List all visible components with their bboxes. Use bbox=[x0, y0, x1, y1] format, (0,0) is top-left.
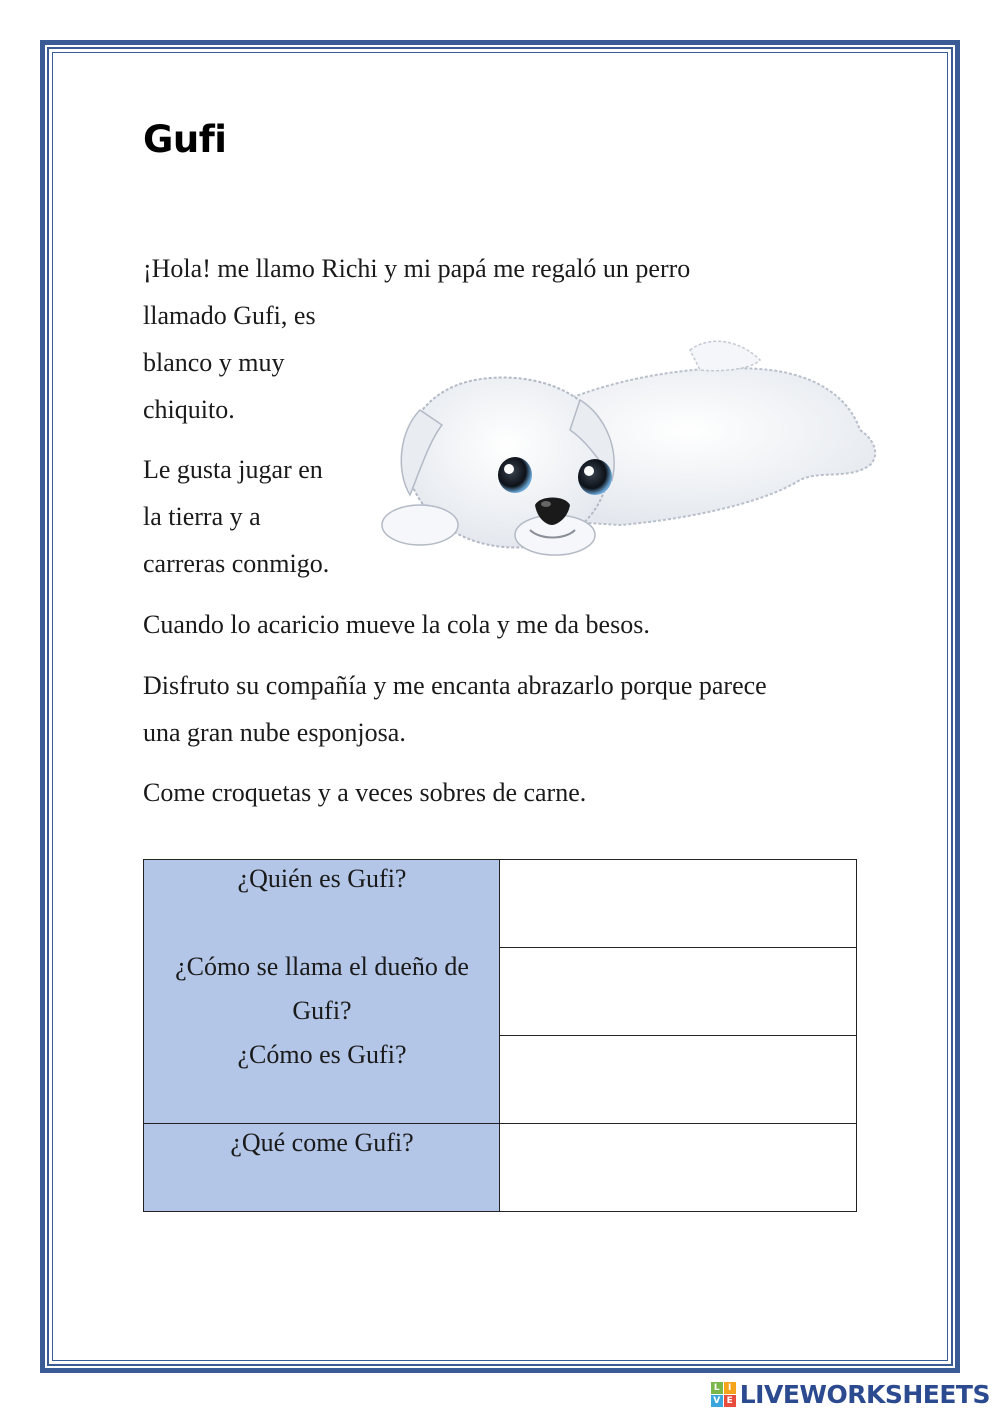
document-title: Gufi bbox=[143, 118, 227, 161]
text-line-9: Disfruto su compañía y me encanta abrazarlo porque parece bbox=[143, 671, 767, 700]
text-line-1: ¡Hola! me llamo Richi y mi papá me regaló un perro bbox=[143, 254, 691, 283]
question-table bbox=[143, 859, 857, 1212]
answer-box-what-eats[interactable] bbox=[500, 1124, 856, 1211]
answer-box-who[interactable] bbox=[500, 860, 856, 948]
logo-letter-l: L bbox=[711, 1382, 723, 1394]
text-line-7: carreras conmigo. bbox=[143, 549, 330, 578]
question-who: ¿Quién es Gufi? bbox=[237, 864, 407, 893]
logo-letter-e: E bbox=[724, 1395, 736, 1407]
text-line-10: una gran nube esponjosa. bbox=[143, 718, 406, 747]
question-owner-line-2: Gufi? bbox=[292, 996, 352, 1025]
text-line-3: blanco y muy bbox=[143, 348, 285, 377]
liveworksheets-watermark bbox=[711, 1380, 990, 1409]
logo-letter-i: I bbox=[724, 1382, 736, 1394]
white-puppy-illustration bbox=[380, 330, 890, 570]
question-what-eats: ¿Qué come Gufi? bbox=[230, 1128, 414, 1157]
text-line-8: Cuando lo acaricio mueve la cola y me da besos. bbox=[143, 610, 650, 639]
text-line-11: Come croquetas y a veces sobres de carne. bbox=[143, 778, 587, 807]
answer-box-owner[interactable] bbox=[500, 948, 856, 1036]
question-owner-line-1: ¿Cómo se llama el dueño de bbox=[175, 952, 469, 981]
logo-letter-v: V bbox=[711, 1395, 723, 1407]
liveworksheets-logo-icon bbox=[711, 1382, 736, 1407]
text-line-4: chiquito. bbox=[143, 395, 235, 424]
text-line-5: Le gusta jugar en bbox=[143, 455, 323, 484]
answer-box-what-like[interactable] bbox=[500, 1036, 856, 1124]
question-what-like: ¿Cómo es Gufi? bbox=[237, 1040, 407, 1069]
text-line-2: llamado Gufi, es bbox=[143, 301, 316, 330]
watermark-text: LIVEWORKSHEETS bbox=[739, 1380, 990, 1409]
text-line-6: la tierra y a bbox=[143, 502, 261, 531]
